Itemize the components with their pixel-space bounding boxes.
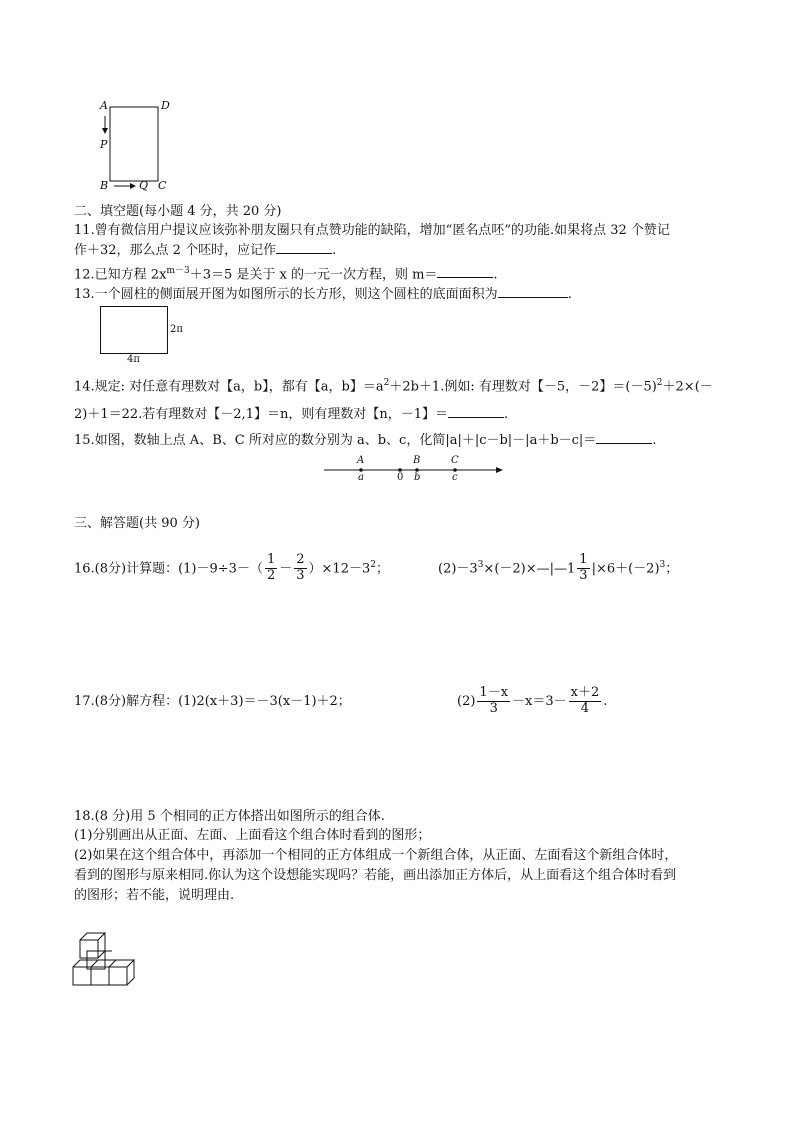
fraction-one-half: $\frac{1}{2}$ <box>266 552 276 584</box>
q14-line2: 2)＋1＝22.若有理数对【－2,1】＝n，则有理数对【n，－1】＝ . <box>74 407 509 422</box>
q14-part2: ＋2b＋1.例如: 有理数对【－5，－2】＝(－5) <box>389 379 657 395</box>
q13-width-label: 4π <box>127 354 140 365</box>
label-q: Q <box>139 179 149 192</box>
q16-minus: － <box>279 561 293 577</box>
number-line-arrow-icon <box>496 467 503 473</box>
fraction-one-third: $\frac{1}{3}$ <box>579 552 588 584</box>
label-d: D <box>161 99 170 112</box>
cube-bottom-mid-top <box>98 960 116 967</box>
q18-line3: (2)如果在这个组合体中，再添加一个相同的正方体组成一个新组合体，从正面、左面看这个新组合体时， <box>74 848 678 863</box>
fraction-two-thirds: $\frac{2}{3}$ <box>296 552 305 584</box>
q16-cube-1: 3 <box>477 560 484 570</box>
q17-2-label: (2) <box>457 694 476 709</box>
q14-part1: 14.规定: 对任意有理数对【a，b】，都有【a，b】＝a <box>74 379 384 395</box>
cube-bottom-right-top <box>116 960 134 967</box>
label-a: A <box>100 99 108 112</box>
arrowhead-down-icon <box>102 128 108 134</box>
q12-pre: 12.已知方程 2x <box>74 267 167 283</box>
numline-label-c-lower: c <box>452 472 458 483</box>
q16-2-semicolon: ； <box>665 561 679 577</box>
numline-label-a-lower: a <box>358 472 364 483</box>
q15-text: 15.如图，数轴上点 A、B、C 所对应的数分别为 a、b、c，化简|a|＋|c－b|－|a＋b－c|＝ <box>74 433 597 448</box>
q16-semicolon: ； <box>375 561 389 577</box>
q14-part3: ＋2×(－ <box>662 379 713 395</box>
q12: 12.已知方程 $2x^{m-3}+3=5$ 是关于 x 的一元一次方程，则 m＝ . <box>74 266 498 283</box>
q17-part-2 <box>457 682 607 722</box>
answer-blank-q15 <box>596 431 652 444</box>
numline-label-b-lower: b <box>414 472 421 483</box>
q15: 15.如图，数轴上点 A、B、C 所对应的数分别为 a、b、c，化简|a|＋|c－b|－|a＋b－c|＝ . <box>74 433 657 448</box>
q16-2-mid: ×(－2)×—|—1 <box>483 561 576 577</box>
q18-line1: 18.(8 分)用 5 个相同的正方体搭出如图所示的组合体. <box>74 809 385 824</box>
answer-blank-q11 <box>276 241 332 254</box>
q16-part-2 <box>438 545 678 589</box>
q18-line4: 看到的图形与原来相同.你认为这个设想能实现吗？若能，画出添加正方体后，从上面看这个组合体时看到 <box>74 868 677 883</box>
q12-post: ＋3＝5 是关于 x 的一元一次方程，则 m＝ <box>189 267 438 283</box>
label-p: P <box>100 138 108 151</box>
q17-part-1: 17.(8分)解方程：(1)2(x＋3)＝－3(x－1)＋2； <box>74 694 351 709</box>
cube-bottom-left-top <box>73 960 98 967</box>
q13-height-label: 2π <box>170 324 183 335</box>
q16 <box>74 545 389 589</box>
q13-rectangle-figure <box>100 306 168 354</box>
q14-square-1: 2 <box>383 378 390 388</box>
q13-text: 13.一个圆柱的侧面展开图为如图所示的长方形，则这个圆柱的底面面积为 <box>74 287 498 302</box>
fraction-x-plus-2-over-4: $\frac{x+2}{4}$ <box>570 685 600 716</box>
section-3-title: 三、解答题(共 90 分) <box>74 516 200 531</box>
q11-line1: 11.曾有微信用户提议应该弥补朋友圈只有点赞功能的缺陷，增加“匿名点呸”的功能.如果将点 32 个赞记 <box>74 223 670 238</box>
label-b: B <box>100 179 109 192</box>
section-2-title: 二、填空题(每小题 4 分，共 20 分) <box>74 204 282 219</box>
q16-part1: 16.(8分)计算题：(1)－9÷3－（ <box>74 561 263 577</box>
rectangle-shape <box>110 107 158 181</box>
numline-label-zero: 0 <box>397 472 404 483</box>
stacked-cubes-figure <box>70 928 150 988</box>
q16-2-end: |×6＋(－2) <box>591 561 660 577</box>
cube-bottom-mid-front <box>91 967 109 985</box>
arrowhead-right-icon <box>130 183 136 189</box>
answer-blank-q13 <box>498 285 568 298</box>
q17-2-period: . <box>603 694 608 709</box>
q13: 13.一个圆柱的侧面展开图为如图所示的长方形，则这个圆柱的底面面积为 . <box>74 287 572 302</box>
q17-2-mid: －x＝3－ <box>512 694 567 709</box>
numline-label-a-upper: A <box>357 455 365 466</box>
q11-line2: 作＋32，那么点 2 个呸时，应记作 . <box>74 243 337 258</box>
numline-label-c-upper: C <box>451 455 459 466</box>
q16-2-start: (2)－3 <box>438 561 478 577</box>
q16-part2: ）×12－3 <box>308 561 371 577</box>
answer-blank-q14 <box>448 405 504 418</box>
q14-text: 2)＋1＝22.若有理数对【－2,1】＝n，则有理数对【n，－1】＝ <box>74 407 448 422</box>
q18-line5: 的图形；若不能，说明理由. <box>74 888 235 903</box>
q14-square-2: 2 <box>656 378 663 388</box>
numline-label-b-upper: B <box>413 455 421 466</box>
fraction-one-minus-x-over-3: $\frac{1-x}{3}$ <box>479 685 509 716</box>
cube-top-front <box>80 940 98 958</box>
answer-blank-q12 <box>437 265 493 278</box>
q11-text: 作＋32，那么点 2 个呸时，应记作 <box>74 243 277 258</box>
q14-line1 <box>74 374 713 396</box>
q18-line2: (1)分别画出从正面、左面、上面看这个组合体时看到的图形； <box>74 828 431 843</box>
cube-bottom-left-front <box>73 967 91 985</box>
label-c: C <box>158 179 167 192</box>
q16-cube-2: 3 <box>659 560 666 570</box>
q12-exponent: m－3 <box>166 266 190 276</box>
cube-bottom-right-front <box>109 967 127 985</box>
cube-top-edges <box>80 933 105 940</box>
q16-square: 2 <box>370 560 376 570</box>
